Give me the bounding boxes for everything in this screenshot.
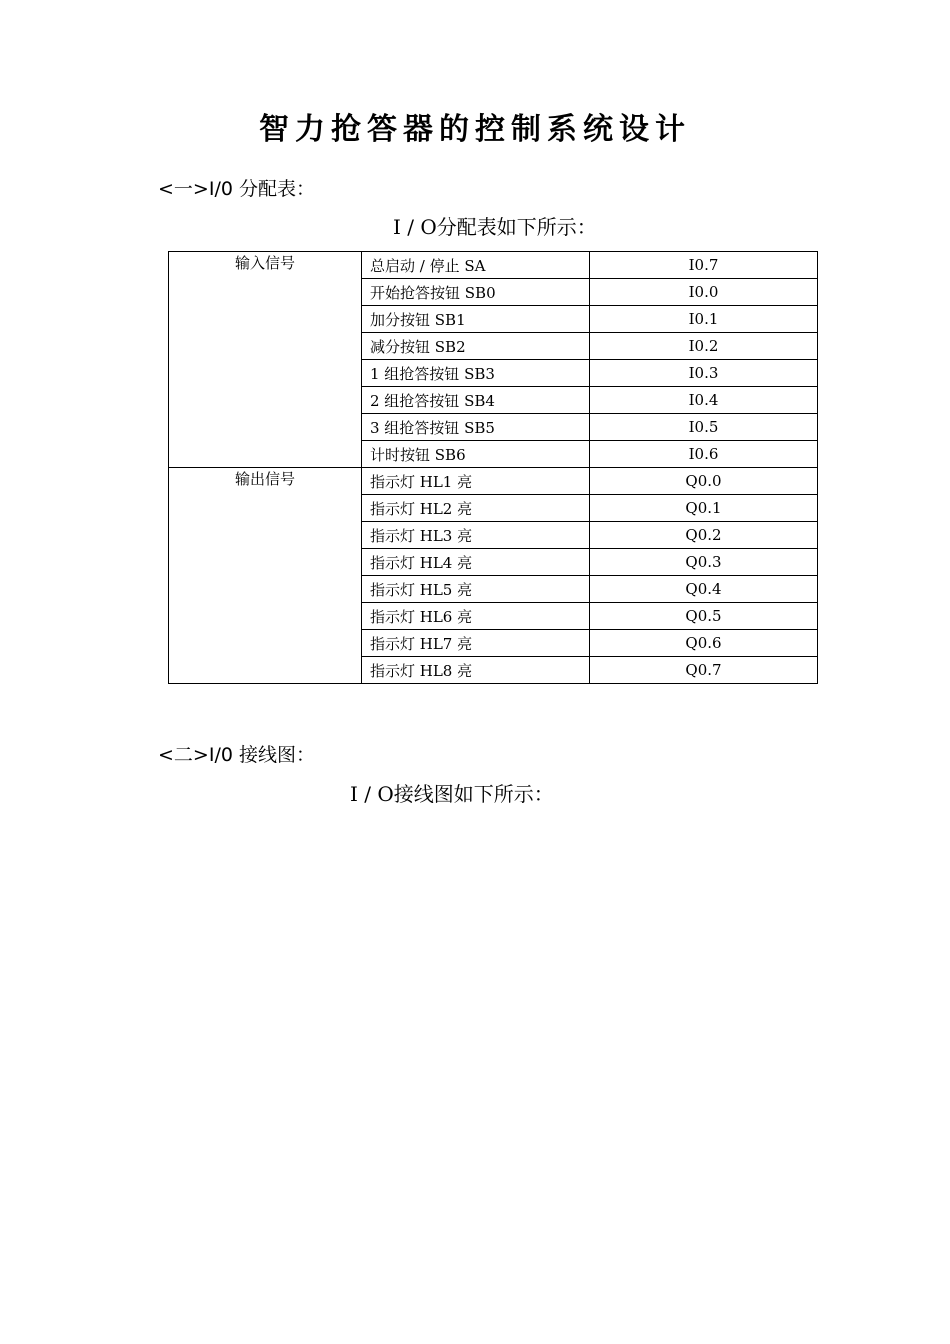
section-heading-io-table: <一>I/0 分配表： — [158, 178, 315, 200]
table-cell-desc: 指示灯 HL2 亮 — [362, 495, 590, 522]
table-cell-desc: 2 组抢答按钮 SB4 — [362, 387, 590, 414]
input-signal-group-label: 输入信号 — [169, 252, 362, 468]
table-cell-addr: I0.5 — [590, 414, 818, 441]
table-cell-addr: Q0.0 — [590, 468, 818, 495]
wiring-diagram-caption: I / O接线图如下所示： — [350, 782, 554, 806]
table-cell-addr: I0.3 — [590, 360, 818, 387]
table-cell-addr: Q0.1 — [590, 495, 818, 522]
table-cell-addr: Q0.6 — [590, 630, 818, 657]
table-cell-desc: 指示灯 HL3 亮 — [362, 522, 590, 549]
table-cell-desc: 减分按钮 SB2 — [362, 333, 590, 360]
table-cell-addr: I0.0 — [590, 279, 818, 306]
table-cell-addr: Q0.4 — [590, 576, 818, 603]
table-cell-desc: 指示灯 HL6 亮 — [362, 603, 590, 630]
table-cell-addr: Q0.3 — [590, 549, 818, 576]
table-cell-desc: 1 组抢答按钮 SB3 — [362, 360, 590, 387]
table-cell-addr: I0.6 — [590, 441, 818, 468]
table-cell-desc: 指示灯 HL5 亮 — [362, 576, 590, 603]
table-cell-addr: Q0.5 — [590, 603, 818, 630]
table-cell-addr: Q0.2 — [590, 522, 818, 549]
table-cell-desc: 指示灯 HL8 亮 — [362, 657, 590, 684]
table-cell-desc: 3 组抢答按钮 SB5 — [362, 414, 590, 441]
table-cell-addr: I0.7 — [590, 252, 818, 279]
document-title: 智力抢答器的控制系统设计 — [259, 112, 691, 147]
table-row — [169, 252, 818, 279]
table-cell-desc: 加分按钮 SB1 — [362, 306, 590, 333]
io-table-caption: I / O分配表如下所示： — [393, 215, 597, 239]
table-cell-desc: 指示灯 HL4 亮 — [362, 549, 590, 576]
table-cell-desc: 指示灯 HL7 亮 — [362, 630, 590, 657]
output-signal-group-label: 输出信号 — [169, 468, 362, 684]
table-cell-desc: 指示灯 HL1 亮 — [362, 468, 590, 495]
io-assignment-table — [168, 251, 818, 684]
table-row — [169, 468, 818, 495]
table-cell-addr: I0.2 — [590, 333, 818, 360]
table-cell-desc: 总启动 / 停止 SA — [362, 252, 590, 279]
section-heading-wiring-diagram: <二>I/0 接线图： — [158, 744, 315, 766]
table-cell-addr: I0.4 — [590, 387, 818, 414]
table-cell-addr: I0.1 — [590, 306, 818, 333]
table-cell-addr: Q0.7 — [590, 657, 818, 684]
table-cell-desc: 开始抢答按钮 SB0 — [362, 279, 590, 306]
table-cell-desc: 计时按钮 SB6 — [362, 441, 590, 468]
